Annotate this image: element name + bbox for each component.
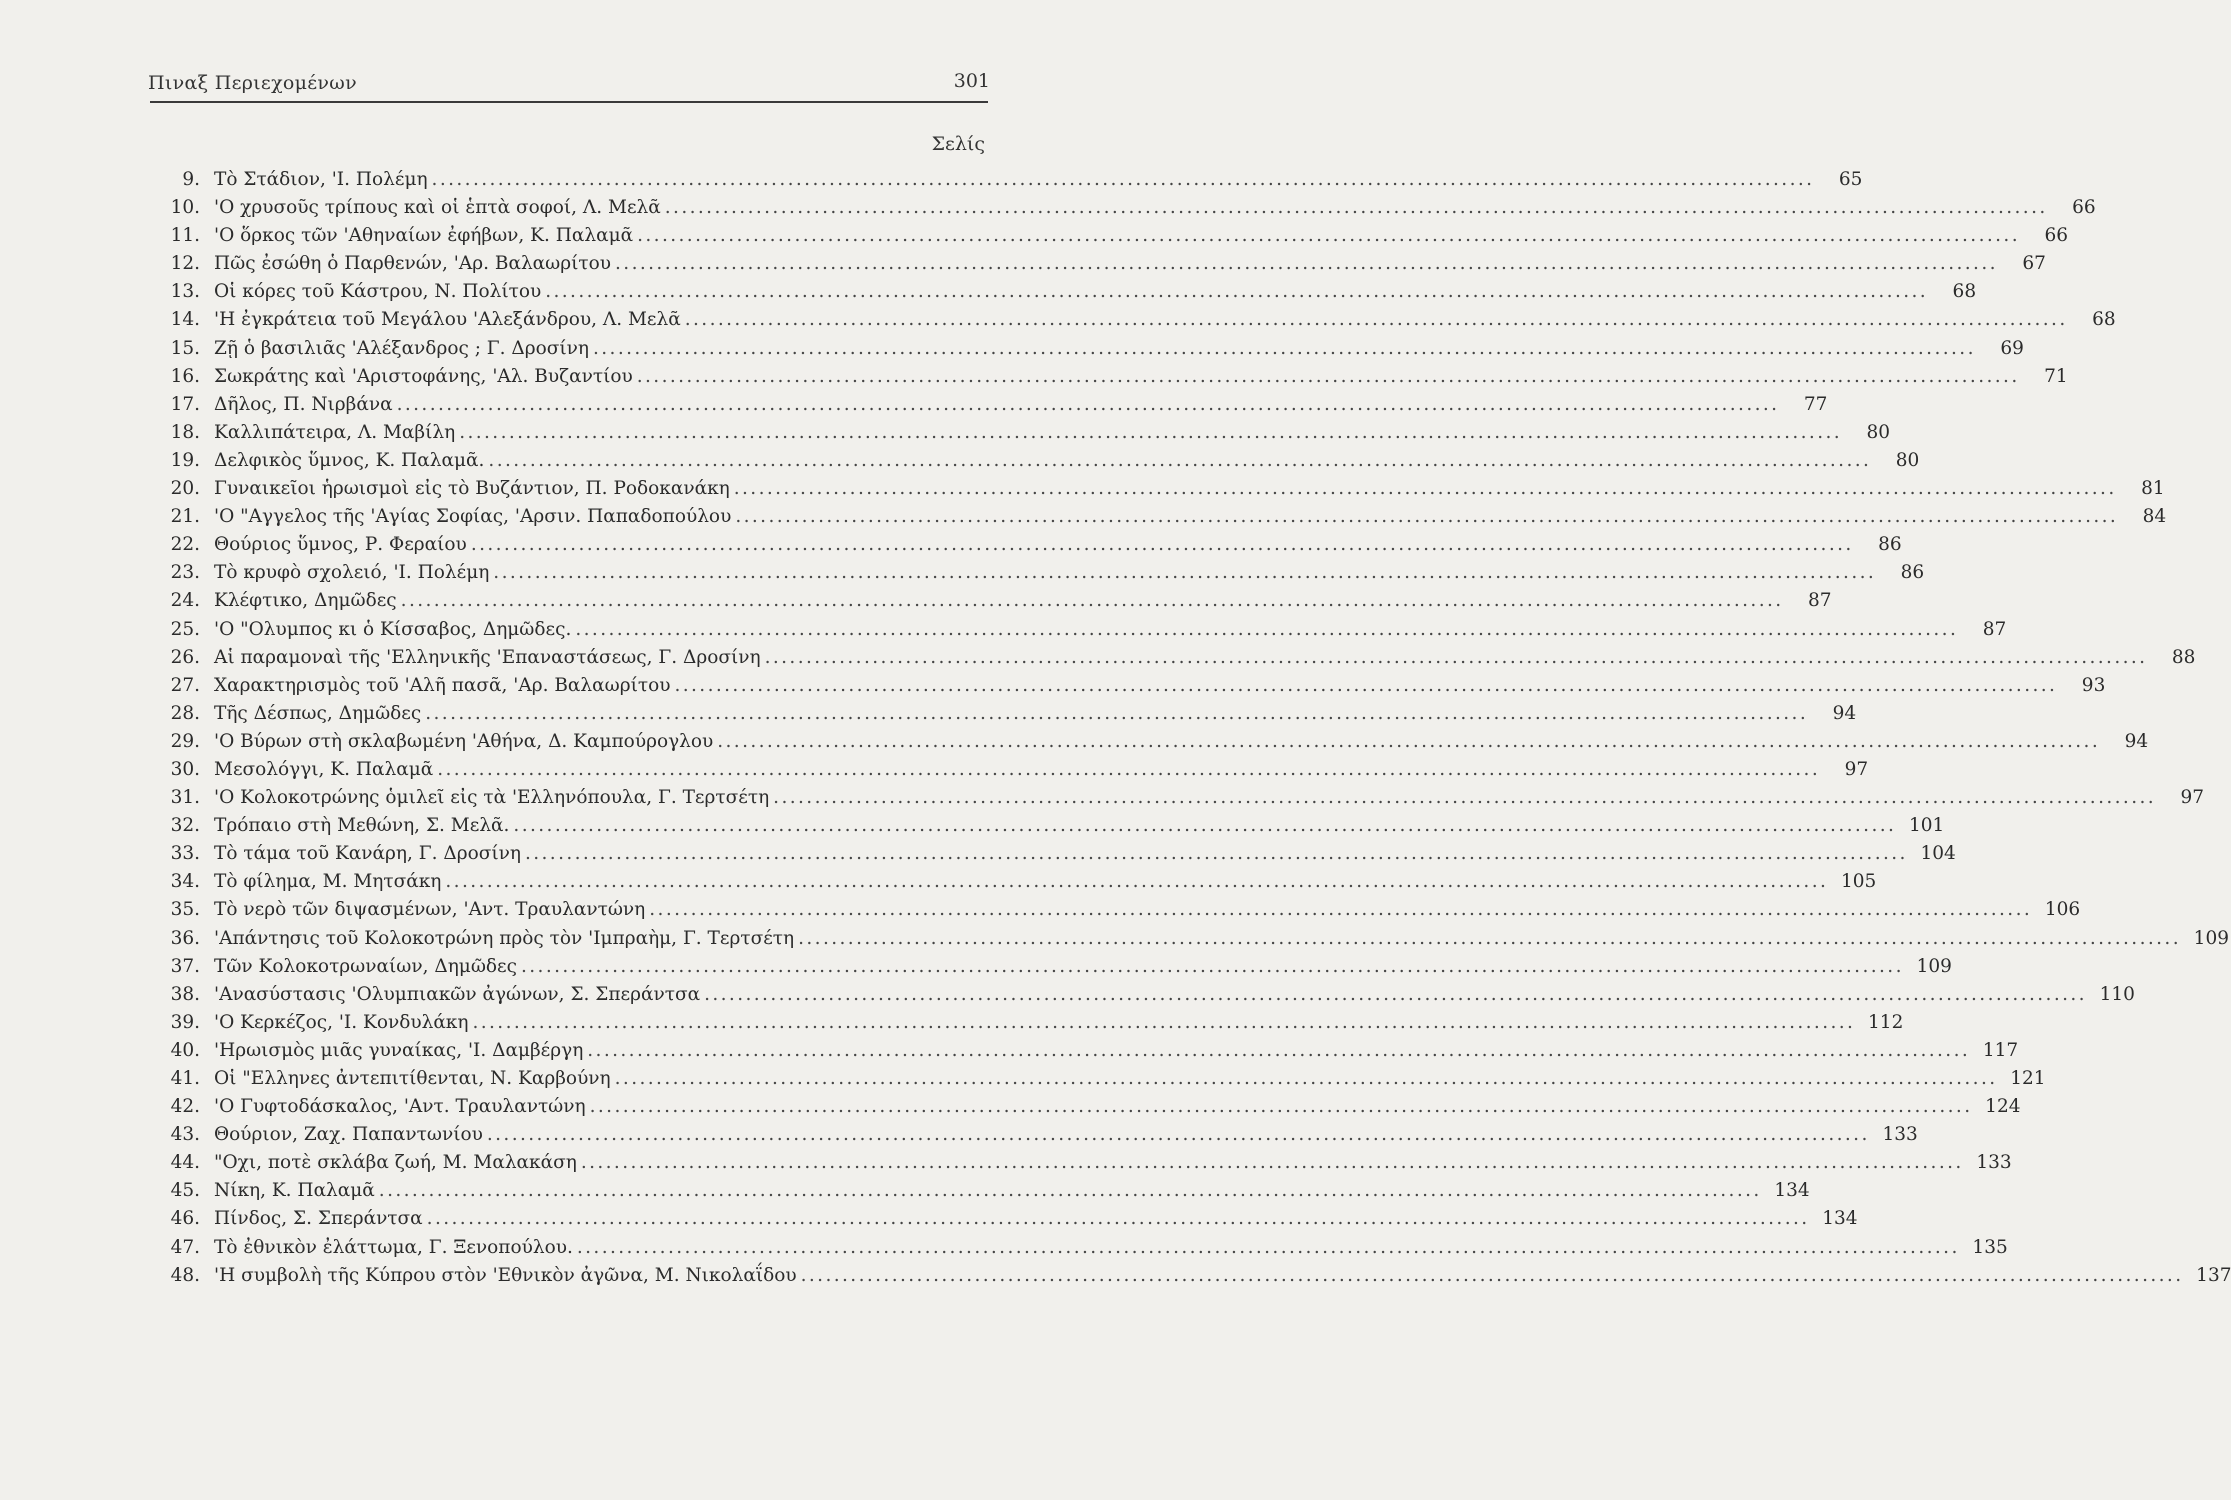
table-of-contents (150, 166, 2231, 1290)
toc-entry-title: 'Ο χρυσοῦς τρίπους καὶ οἱ ἑπτὰ σοφοί, Λ. Μελᾶ (214, 197, 661, 219)
toc-entry-title: Τὸ κρυφὸ σχολειό, 'Ι. Πολέμη (214, 562, 490, 584)
toc-entry-page: 135 (1972, 1236, 2008, 1258)
toc-entry (150, 475, 2165, 503)
toc-entry-page: 137 (2196, 1264, 2231, 1286)
toc-entry-page: 87 (1982, 618, 2007, 640)
toc-entry-title: "Οχι, ποτὲ σκλάβα ζωή, Μ. Μαλακάση (214, 1152, 577, 1174)
toc-entry (150, 700, 1857, 728)
toc-entry-page: 66 (2072, 197, 2096, 219)
toc-entry-number: 33. (170, 843, 200, 865)
toc-entry (150, 166, 1863, 194)
toc-entry-title: Τὸ τάμα τοῦ Κανάρη, Γ. Δροσίνη (214, 843, 521, 865)
toc-entry (150, 559, 1925, 587)
toc-entry-number: 11. (170, 225, 200, 247)
toc-entry (150, 306, 2116, 334)
toc-entry (150, 953, 1952, 981)
dot-leader (593, 335, 1976, 363)
dot-leader (472, 1009, 1855, 1037)
dot-leader (432, 166, 1815, 194)
toc-entry (150, 1205, 1858, 1233)
dot-leader (615, 250, 1998, 278)
dot-leader (401, 587, 1784, 615)
toc-entry-page: 110 (2099, 983, 2135, 1005)
toc-entry-title: Θούριος ὕμνος, Ρ. Φεραίου (214, 534, 467, 556)
toc-entry-number: 26. (170, 646, 200, 668)
toc-entry-title: Δῆλος, Π. Νιρβάνα (214, 393, 393, 415)
toc-entry-title: 'Ο Βύρων στὴ σκλαβωμένη 'Αθήνα, Δ. Καμπούρογλου (214, 730, 714, 752)
toc-entry-page: 109 (2193, 927, 2229, 949)
toc-entry-page: 134 (1822, 1208, 1858, 1230)
dot-leader (801, 1262, 2184, 1290)
page-number: 301 (953, 70, 990, 92)
dot-leader (513, 812, 1896, 840)
toc-entry-title: Σωκράτης καὶ 'Αριστοφάνης, 'Αλ. Βυζαντίου (214, 365, 633, 387)
toc-entry-page: 93 (2081, 674, 2106, 696)
dot-leader (637, 222, 2020, 250)
toc-entry-title: Τὸ Στάδιον, 'Ι. Πολέμη (214, 169, 428, 190)
toc-entry-title: Γυναικεῖοι ἡρωισμοὶ εἰς τὸ Βυζάντιον, Π. Ροδοκανάκη (214, 478, 730, 500)
toc-entry-page: 121 (2010, 1068, 2046, 1089)
toc-entry-page: 80 (1866, 421, 1891, 443)
toc-entry-number: 36. (170, 927, 200, 949)
toc-entry-page: 88 (2171, 646, 2196, 668)
toc-entry-page: 133 (1882, 1124, 1918, 1146)
toc-entry-title: Τῆς Δέσπως, Δημῶδες (214, 702, 422, 724)
dot-leader (521, 953, 1904, 981)
toc-entry-page: 86 (1878, 534, 1902, 556)
toc-entry (150, 728, 2149, 756)
toc-entry-page: 71 (2044, 365, 2068, 387)
toc-entry-title: 'Ο "Αγγελος τῆς 'Αγίας Σοφίας, 'Αρσιν. Παπαδοπούλου (214, 506, 732, 528)
toc-entry-page: 105 (1840, 871, 1877, 893)
toc-entry (150, 840, 1956, 868)
toc-entry (150, 1009, 1904, 1037)
toc-entry-number: 29. (170, 730, 200, 752)
header-rule (150, 101, 988, 103)
toc-entry-title: Νίκη, Κ. Παλαμᾶ (214, 1180, 375, 1202)
toc-entry-title: Τῶν Κολοκοτρωναίων, Δημῶδες (214, 955, 517, 977)
toc-entry-page: 86 (1900, 562, 1925, 584)
toc-entry-number: 16. (170, 365, 200, 387)
toc-entry-title: Θούριον, Ζαχ. Παπαντωνίου (214, 1124, 483, 1146)
running-title: Πιναξ Περιεχομένων (148, 72, 357, 94)
toc-entry (150, 531, 1902, 559)
dot-leader (488, 447, 1871, 475)
dot-leader (459, 419, 1842, 447)
dot-leader (427, 1205, 1810, 1233)
toc-entry (150, 194, 2096, 222)
dot-leader (545, 278, 1928, 306)
toc-entry-title: Μεσολόγγι, Κ. Παλαμᾶ (214, 758, 434, 780)
toc-entry-number: 12. (170, 253, 200, 275)
toc-entry-title: Δελφικὸς ὕμνος, Κ. Παλαμᾶ. (214, 449, 485, 471)
toc-entry-number: 14. (170, 309, 200, 331)
toc-entry (150, 1121, 1918, 1149)
toc-entry (150, 1065, 2046, 1093)
dot-leader (379, 1177, 1762, 1205)
toc-entry-number: 10. (170, 197, 200, 219)
toc-entry-page: 81 (2141, 478, 2165, 500)
toc-entry-number: 41. (170, 1068, 200, 1089)
toc-entry-number: 21. (170, 506, 200, 528)
toc-entry-title: Τὸ ἐθνικὸν ἐλάττωμα, Γ. Ξενοπούλου. (214, 1236, 573, 1258)
toc-entry-number: 43. (170, 1124, 200, 1146)
toc-entry-number: 27. (170, 674, 200, 696)
toc-entry-number: 46. (170, 1208, 200, 1230)
toc-entry-title: Καλλιπάτειρα, Λ. Μαβίλη (214, 421, 456, 443)
toc-entry-title: 'Η ἐγκράτεια τοῦ Μεγάλου 'Αλεξάνδρου, Λ. Μελᾶ (214, 309, 681, 331)
toc-entry-number: 39. (170, 1011, 200, 1033)
dot-leader (773, 784, 2156, 812)
toc-entry-number: 35. (170, 899, 200, 921)
dot-leader (581, 1149, 1964, 1177)
toc-entry-page: 69 (2000, 337, 2024, 359)
dot-leader (765, 644, 2148, 672)
toc-entry-page: 104 (1920, 843, 1956, 865)
toc-entry-number: 31. (170, 787, 200, 809)
dot-leader (471, 531, 1854, 559)
toc-entry-title: Πῶς ἐσώθη ὁ Παρθενών, 'Αρ. Βαλαωρίτου (214, 253, 612, 275)
toc-entry (150, 587, 1832, 615)
toc-entry-number: 48. (170, 1264, 200, 1286)
toc-entry (150, 1149, 2012, 1177)
dot-leader (590, 1093, 1973, 1121)
toc-entry-title: 'Ο Γυφτοδάσκαλος, 'Αντ. Τραυλαντώνη (214, 1096, 586, 1118)
toc-entry-page: 68 (2092, 309, 2116, 331)
toc-entry-number: 17. (170, 393, 200, 415)
toc-entry-number: 19. (170, 449, 200, 471)
dot-leader (637, 363, 2020, 391)
toc-entry-title: Οἱ "Ελληνες ἀντεπιτίθενται, Ν. Καρβούνη (214, 1068, 611, 1089)
toc-entry-number: 25. (170, 618, 200, 640)
toc-entry-title: Οἱ κόρες τοῦ Κάστρου, Ν. Πολίτου (214, 281, 542, 303)
dot-leader (734, 475, 2117, 503)
toc-entry-title: 'Ο Κολοκοτρώνης ὁμιλεῖ εἰς τὰ 'Ελληνόπουλα, Γ. Τερτσέτη (214, 787, 770, 809)
toc-entry (150, 363, 2068, 391)
toc-entry-number: 47. (170, 1236, 200, 1258)
toc-entry-page: 84 (2142, 506, 2167, 528)
page-column-label: Σελίς (931, 133, 985, 155)
dot-leader (665, 194, 2048, 222)
toc-entry-page: 94 (1832, 702, 1857, 724)
dot-leader (577, 1234, 1960, 1262)
toc-entry-title: 'Ο ὅρκος τῶν 'Αθηναίων ἐφήβων, Κ. Παλαμᾶ (214, 225, 634, 247)
dot-leader (717, 728, 2100, 756)
toc-entry-title: 'Ο Κερκέζος, 'Ι. Κονδυλάκη (214, 1011, 469, 1033)
toc-entry-number: 45. (170, 1180, 200, 1202)
dot-leader (735, 503, 2118, 531)
toc-entry-title: Χαρακτηρισμὸς τοῦ 'Αλῆ πασᾶ, 'Αρ. Βαλαωρίτου (214, 674, 671, 696)
dot-leader (525, 840, 1908, 868)
toc-entry-page: 109 (1916, 955, 1952, 977)
toc-entry (150, 616, 2007, 644)
toc-entry-title: 'Ανασύστασις 'Ολυμπιακῶν ἀγώνων, Σ. Σπεράντσα (214, 983, 701, 1005)
toc-entry-title: 'Ηρωισμὸς μιᾶς γυναίκας, 'Ι. Δαμβέργη (214, 1039, 584, 1061)
dot-leader (445, 868, 1828, 896)
dot-leader (615, 1065, 1998, 1093)
toc-entry-number: 13. (170, 281, 200, 303)
dot-leader (425, 700, 1808, 728)
toc-entry (150, 250, 2046, 278)
toc-entry-page: 66 (2044, 225, 2068, 247)
toc-entry-number: 18. (170, 421, 200, 443)
toc-entry (150, 925, 2229, 953)
toc-entry (150, 1234, 2008, 1262)
toc-entry-number: 30. (170, 758, 200, 780)
toc-entry-number: 22. (170, 534, 200, 556)
toc-entry-page: 94 (2124, 730, 2149, 752)
toc-entry (150, 278, 1977, 306)
dot-leader (704, 981, 2087, 1009)
dot-leader (493, 559, 1876, 587)
toc-entry (150, 503, 2167, 531)
dot-leader (798, 925, 2181, 953)
toc-entry-page: 65 (1838, 169, 1863, 190)
toc-entry-number: 24. (170, 590, 200, 612)
toc-entry-title: 'Απάντησις τοῦ Κολοκοτρώνη πρὸς τὸν 'Ιμπραὴμ, Γ. Τερτσέτη (214, 927, 795, 949)
toc-entry (150, 784, 2205, 812)
dot-leader (685, 306, 2068, 334)
toc-entry-page: 80 (1895, 449, 1920, 471)
toc-entry-number: 42. (170, 1096, 200, 1118)
toc-entry (150, 672, 2106, 700)
toc-entry (150, 1037, 2019, 1065)
toc-entry-number: 9. (182, 169, 200, 190)
toc-entry-page: 68 (1952, 281, 1977, 303)
toc-entry (150, 868, 1877, 896)
dot-leader (587, 1037, 1970, 1065)
toc-entry-page: 97 (1844, 758, 1869, 780)
dot-leader (437, 756, 1820, 784)
dot-leader (649, 896, 2032, 924)
toc-entry-number: 37. (170, 955, 200, 977)
toc-entry (150, 335, 2024, 363)
toc-entry-number: 34. (170, 871, 200, 893)
toc-entry-title: 'Ο "Ολυμπος κι ὁ Κίσσαβος, Δημῶδες. (214, 618, 572, 640)
toc-entry-title: Κλέφτικο, Δημῶδες (214, 590, 397, 612)
toc-entry-page: 106 (2044, 899, 2081, 921)
toc-entry-number: 44. (170, 1152, 200, 1174)
toc-entry (150, 391, 1828, 419)
toc-entry-number: 15. (170, 337, 200, 359)
toc-entry (150, 756, 1869, 784)
toc-entry (150, 1262, 2231, 1290)
toc-entry (150, 981, 2135, 1009)
toc-entry-title: Πίνδος, Σ. Σπεράντσα (214, 1208, 423, 1230)
dot-leader (487, 1121, 1870, 1149)
toc-entry (150, 1093, 2021, 1121)
toc-entry (150, 896, 2081, 924)
toc-entry-title: Τρόπαιο στὴ Μεθώνη, Σ. Μελᾶ. (214, 815, 510, 837)
toc-entry-title: Ζῇ ὁ βασιλιᾶς 'Αλέξανδρος ; Γ. Δροσίνη (214, 337, 589, 359)
toc-entry-number: 28. (170, 702, 200, 724)
toc-entry-page: 117 (1982, 1039, 2019, 1061)
toc-entry (150, 812, 1945, 840)
toc-entry (150, 222, 2068, 250)
toc-entry-page: 97 (2180, 787, 2205, 809)
toc-entry-page: 77 (1803, 393, 1828, 415)
toc-entry-page: 101 (1908, 815, 1945, 837)
dot-leader (674, 672, 2057, 700)
toc-entry (150, 447, 1920, 475)
toc-entry-page: 87 (1808, 590, 1832, 612)
toc-entry-page: 134 (1774, 1180, 1810, 1202)
toc-entry-number: 40. (170, 1039, 200, 1061)
toc-entry-page: 112 (1868, 1011, 1904, 1033)
toc-entry-title: Τὸ νερὸ τῶν διψασμένων, 'Αντ. Τραυλαντώνη (214, 899, 646, 921)
toc-entry-number: 20. (170, 478, 200, 500)
toc-entry-page: 67 (2022, 253, 2046, 275)
toc-entry-number: 38. (170, 983, 200, 1005)
toc-entry-title: Αἱ παραμοναὶ τῆς 'Ελληνικῆς 'Επαναστάσεως, Γ. Δροσίνη (214, 646, 761, 668)
toc-entry-title: Τὸ φίλημα, Μ. Μητσάκη (214, 871, 442, 893)
dot-leader (397, 391, 1780, 419)
toc-entry-page: 133 (1976, 1152, 2012, 1174)
toc-entry-number: 32. (170, 815, 200, 837)
toc-entry (150, 1177, 1810, 1205)
toc-entry-number: 23. (170, 562, 200, 584)
toc-entry-title: 'Η συμβολὴ τῆς Κύπρου στὸν 'Εθνικὸν ἀγῶνα, Μ. Νικολαΐδου (214, 1264, 797, 1286)
toc-entry (150, 419, 1891, 447)
toc-entry-page: 124 (1985, 1096, 2021, 1118)
dot-leader (575, 616, 1958, 644)
toc-entry (150, 644, 2196, 672)
